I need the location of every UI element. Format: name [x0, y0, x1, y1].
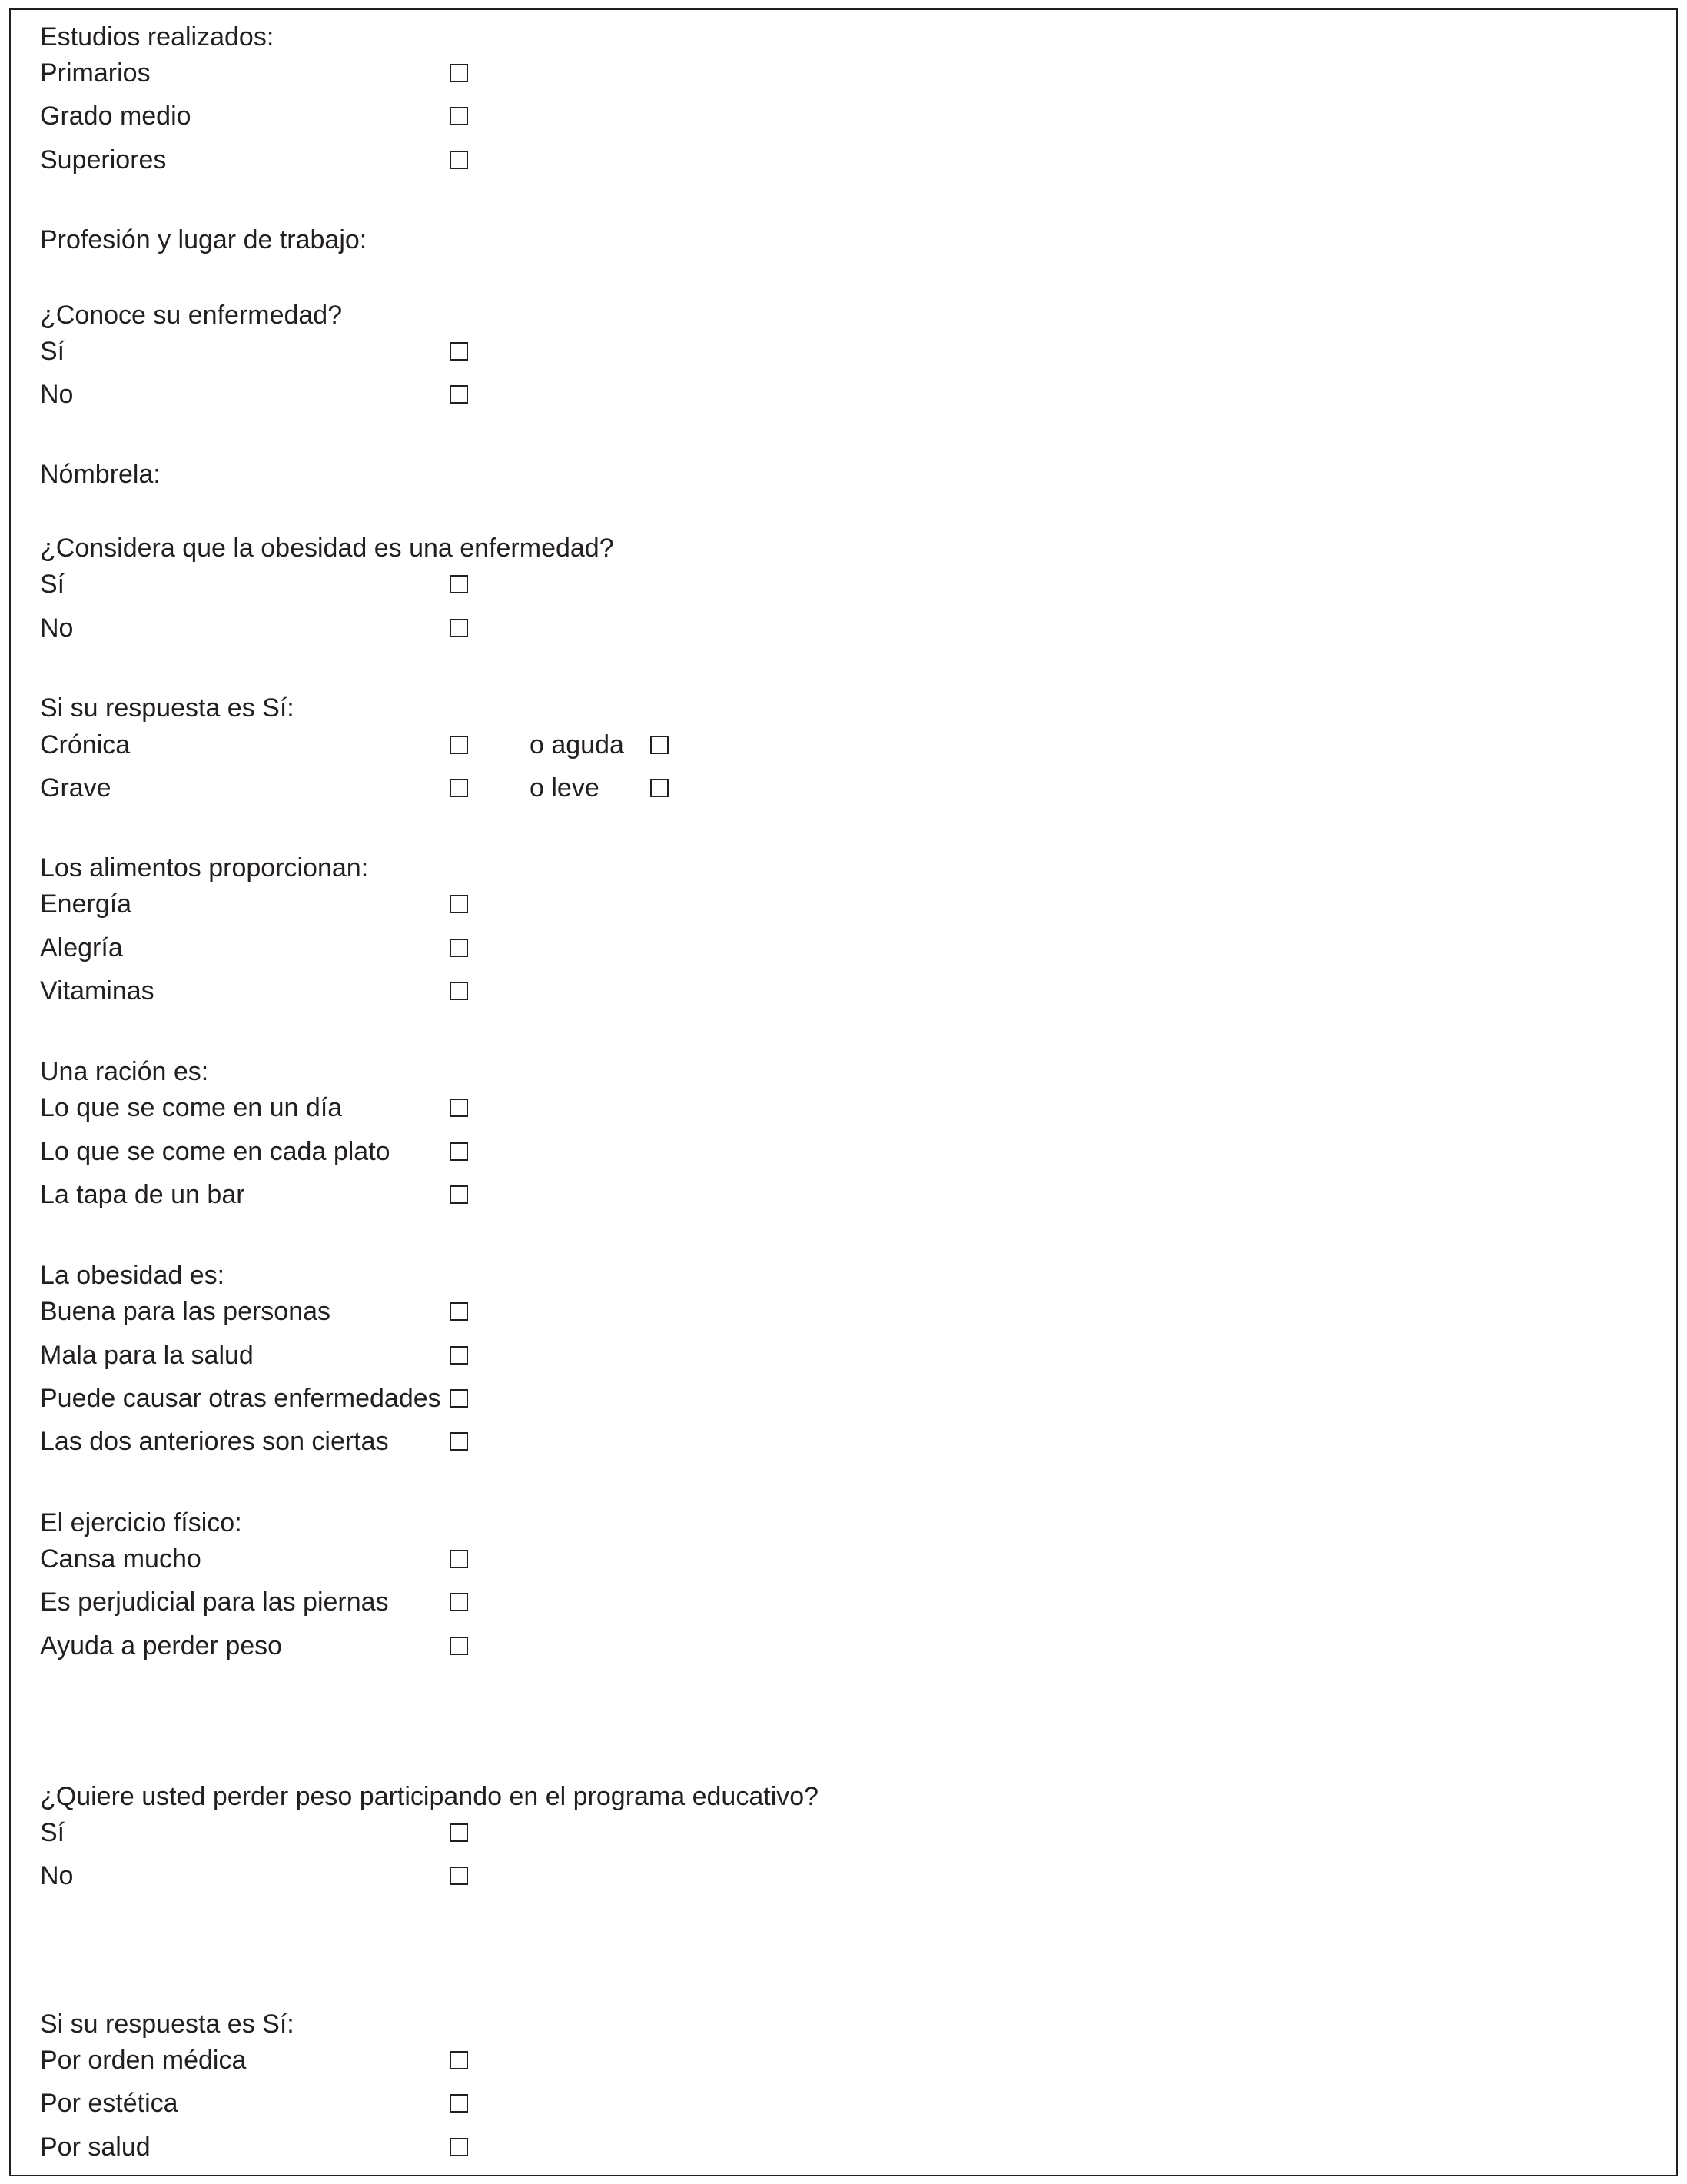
checkbox-obesity-disease-si[interactable]	[450, 575, 468, 593]
option-health-label: Por salud	[40, 2132, 151, 2162]
checkbox-alegria[interactable]	[450, 939, 468, 957]
checkbox-grado-medio[interactable]	[450, 107, 468, 125]
checkbox-obesity-good[interactable]	[450, 1302, 468, 1321]
option-alegria-label: Alegría	[40, 933, 123, 962]
option-obesity-disease-si-label: Sí	[40, 570, 65, 599]
option-ration-tapa-label: La tapa de un bar	[40, 1180, 245, 1209]
question-profession: Profesión y lugar de trabajo:	[40, 225, 367, 254]
option-aesthetics-label: Por estética	[40, 2089, 178, 2118]
checkbox-obesity-other[interactable]	[450, 1389, 468, 1408]
checkbox-energia[interactable]	[450, 895, 468, 913]
checkbox-ration-day[interactable]	[450, 1099, 468, 1117]
checkbox-lose-weight-no[interactable]	[450, 1867, 468, 1885]
option-exercise-tires-label: Cansa mucho	[40, 1544, 201, 1574]
question-obesity-is: La obesidad es:	[40, 1261, 225, 1290]
questionnaire-frame	[9, 8, 1678, 2176]
option-exercise-legs-label: Es perjudicial para las piernas	[40, 1587, 389, 1617]
question-studies: Estudios realizados:	[40, 22, 274, 52]
checkbox-aesthetics[interactable]	[450, 2094, 468, 2113]
question-name-disease: Nómbrela:	[40, 460, 161, 489]
option-aguda-label: o aguda	[530, 730, 624, 760]
checkbox-exercise-legs[interactable]	[450, 1593, 468, 1611]
option-lose-weight-si-label: Sí	[40, 1818, 65, 1847]
option-lose-weight-no-label: No	[40, 1861, 74, 1890]
checkbox-knows-si[interactable]	[450, 342, 468, 361]
option-ration-plate-label: Lo que se come en cada plato	[40, 1137, 390, 1166]
checkbox-cronica[interactable]	[450, 736, 468, 754]
checkbox-lose-weight-si[interactable]	[450, 1823, 468, 1842]
option-cronica-label: Crónica	[40, 730, 131, 760]
checkbox-obesity-disease-no[interactable]	[450, 619, 468, 637]
question-if-yes-reason: Si su respuesta es Sí:	[40, 2009, 294, 2039]
checkbox-primarios[interactable]	[450, 64, 468, 82]
question-if-yes-type: Si su respuesta es Sí:	[40, 693, 294, 723]
option-obesity-good-label: Buena para las personas	[40, 1297, 331, 1326]
checkbox-grave[interactable]	[450, 779, 468, 797]
option-ration-day-label: Lo que se come en un día	[40, 1093, 343, 1122]
option-obesity-disease-no-label: No	[40, 613, 74, 643]
option-primarios-label: Primarios	[40, 58, 151, 88]
question-lose-weight: ¿Quiere usted perder peso participando en el programa educativo?	[40, 1782, 819, 1811]
checkbox-superiores[interactable]	[450, 151, 468, 169]
checkbox-aguda[interactable]	[650, 736, 669, 754]
checkbox-ration-tapa[interactable]	[450, 1185, 468, 1204]
checkbox-exercise-weight[interactable]	[450, 1637, 468, 1655]
option-obesity-other-label: Puede causar otras enfermedades	[40, 1384, 441, 1413]
checkbox-ration-plate[interactable]	[450, 1142, 468, 1161]
option-leve-label: o leve	[530, 773, 599, 803]
option-medical-order-label: Por orden médica	[40, 2046, 247, 2075]
option-obesity-both-label: Las dos anteriores son ciertas	[40, 1427, 389, 1456]
checkbox-obesity-both[interactable]	[450, 1432, 468, 1451]
question-knows-disease: ¿Conoce su enfermedad?	[40, 301, 343, 330]
checkbox-obesity-bad[interactable]	[450, 1346, 468, 1365]
checkbox-exercise-tires[interactable]	[450, 1550, 468, 1568]
checkbox-health[interactable]	[450, 2138, 468, 2156]
option-obesity-bad-label: Mala para la salud	[40, 1341, 254, 1370]
question-exercise: El ejercicio físico:	[40, 1508, 242, 1537]
option-vitaminas-label: Vitaminas	[40, 976, 154, 1006]
option-knows-no-label: No	[40, 380, 74, 409]
question-foods-provide: Los alimentos proporcionan:	[40, 853, 369, 883]
checkbox-leve[interactable]	[650, 779, 669, 797]
option-knows-si-label: Sí	[40, 337, 65, 366]
checkbox-knows-no[interactable]	[450, 385, 468, 404]
question-ration: Una ración es:	[40, 1057, 209, 1086]
option-grave-label: Grave	[40, 773, 111, 803]
option-grado-medio-label: Grado medio	[40, 101, 191, 131]
checkbox-vitaminas[interactable]	[450, 982, 468, 1000]
checkbox-medical-order[interactable]	[450, 2051, 468, 2069]
option-superiores-label: Superiores	[40, 145, 167, 175]
option-exercise-weight-label: Ayuda a perder peso	[40, 1631, 283, 1660]
option-energia-label: Energía	[40, 889, 132, 919]
question-obesity-disease: ¿Considera que la obesidad es una enfermedad?	[40, 534, 614, 563]
